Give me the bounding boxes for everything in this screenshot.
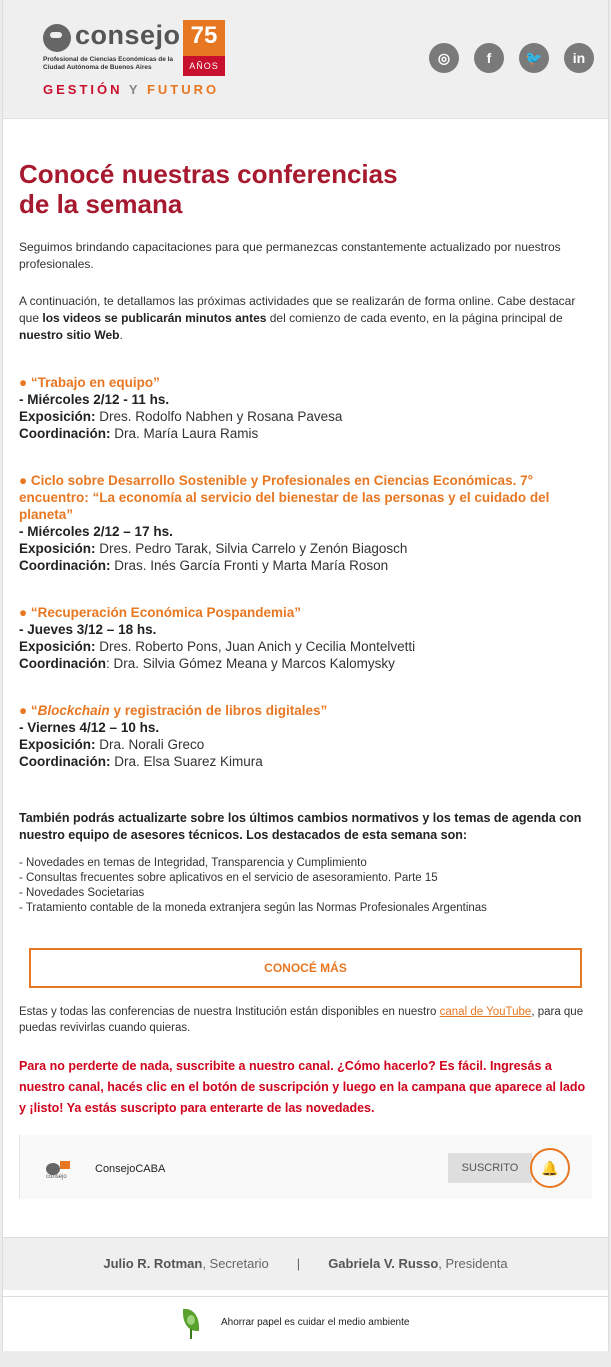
tagline-futuro: FUTURO: [146, 82, 220, 97]
linkedin-icon[interactable]: in: [564, 43, 594, 73]
event-date-text: - Jueves 3/12 – 18 hs.: [19, 622, 157, 637]
exp-label: Exposición:: [19, 639, 96, 654]
yt-text-a: Estas y todas las conferencias de nuestra Institución están disponibles en nuestro: [19, 1006, 440, 1018]
instagram-icon[interactable]: ◎: [429, 43, 459, 73]
exp-value: Dres. Rodolfo Nabhen y Rosana Pavesa: [95, 409, 343, 424]
coord-label: Coordinación:: [19, 754, 111, 769]
header: [3, 0, 608, 119]
event-date-text: - Miércoles 2/12 - 11 hs.: [19, 392, 170, 407]
exp-label: Exposición:: [19, 541, 96, 556]
coord-label: Coordinación:: [19, 558, 111, 573]
event-exposition: [19, 736, 592, 753]
event-date: [19, 621, 592, 638]
exp-value: Dres. Roberto Pons, Juan Anich y Cecilia Montelvetti: [95, 639, 416, 654]
event-exposition: [19, 540, 592, 557]
conoce-mas-button[interactable]: CONOCÉ MÁS: [29, 948, 582, 988]
title-pre: ● “: [19, 703, 38, 718]
event-coordination: [19, 557, 592, 574]
event-date: [19, 719, 592, 736]
signer-1-name: Julio R. Rotman: [103, 1256, 203, 1271]
list-item: - Tratamiento contable de la moneda extranjera según las Normas Profesionales Argentinas: [19, 902, 487, 914]
leaf-icon: [181, 1309, 201, 1339]
agenda-list: [19, 856, 592, 916]
event-date: [19, 391, 592, 408]
facebook-icon[interactable]: f: [474, 43, 504, 73]
logo-word: consejo: [75, 20, 181, 50]
coord-value: Dra. María Laura Ramis: [110, 426, 259, 441]
exp-value: Dres. Pedro Tarak, Silvia Carrelo y Zenón Biagosch: [95, 541, 408, 556]
intro-paragraph-1: Seguimos brindando capacitaciones para que permanezcas constantemente actualizado por nuestros profesionales.: [19, 240, 561, 271]
list-item: - Novedades en temas de Integridad, Transparencia y Cumplimiento: [19, 857, 367, 869]
eco-footer: [3, 1296, 608, 1351]
title-line-1: Conocé nuestras conferencias: [19, 159, 398, 189]
exp-label: Exposición:: [19, 409, 96, 424]
signature-bar: [3, 1237, 608, 1290]
event-coordination: [19, 655, 592, 672]
coord-value: Dras. Inés García Fronti y Marta María Roson: [110, 558, 389, 573]
event-exposition: [19, 408, 592, 425]
bell-icon[interactable]: 🔔: [530, 1148, 570, 1188]
tagline-gestion: GESTIÓN: [43, 82, 123, 97]
signer-2-role: , Presidenta: [438, 1256, 508, 1271]
exp-label: Exposición:: [19, 737, 96, 752]
event-coordination: [19, 753, 592, 770]
youtube-channel-link[interactable]: canal de YouTube: [439, 1006, 532, 1018]
event-title: ● Ciclo sobre Desarrollo Sostenible y Profesionales en Ciencias Económicas. 7° encuentro: “La economía al servicio del bienestar de las personas y el cuidado del planeta”: [19, 473, 550, 522]
event-2: [19, 472, 592, 574]
page-title: [19, 159, 439, 219]
coord-label: Coordinación: [19, 656, 106, 671]
event-date-text: - Miércoles 2/12 – 17 hs.: [19, 524, 173, 539]
coord-value: : Dra. Silvia Gómez Meana y Marcos Kalomysky: [106, 656, 395, 671]
logo-subtitle: Profesional de Ciencias Económicas de la Ciudad Autónoma de Buenos Aires: [43, 56, 174, 71]
coord-value: Dra. Elsa Suarez Kimura: [110, 754, 263, 769]
twitter-icon[interactable]: 🐦: [519, 43, 549, 73]
intro2-c: del comienzo de cada evento, en la página principal de: [266, 311, 563, 325]
yt-text-b: , para que puedas revivirlas cuando quieras.: [19, 1006, 584, 1034]
subscribe-instructions: Para no perderte de nada, suscribite a nuestro canal. ¿Cómo hacerlo? Es fácil. Ingresás a nuestro canal, hacés clic en el botón de suscripción y luego en la campana que aparece al lado y ¡listo! Ya estás suscripto para enterarte de las novedades.: [19, 1059, 586, 1115]
title-post: y registración de libros digitales”: [109, 703, 328, 718]
tagline-y: Y: [128, 82, 141, 97]
channel-logo-icon: [46, 1157, 76, 1179]
channel-name: ConsejoCABA: [95, 1163, 166, 1175]
event-title: [19, 702, 592, 719]
event-date-text: - Viernes 4/12 – 10 hs.: [19, 720, 160, 735]
list-item: - Novedades Societarias: [19, 887, 145, 899]
intro2-website: nuestro sitio Web: [19, 328, 120, 342]
event-4: [19, 702, 592, 770]
social-links: [429, 43, 594, 73]
badge-number: 75: [190, 22, 218, 49]
intro2-e: .: [119, 328, 123, 342]
event-date: [19, 523, 592, 540]
subscribed-button[interactable]: SUSCRITO: [448, 1153, 532, 1183]
email-frame: [2, 0, 609, 1351]
event-title: ● “Trabajo en equipo”: [19, 375, 160, 390]
event-1: [19, 374, 592, 442]
badge-text: AÑOS: [183, 56, 225, 76]
event-3: [19, 604, 592, 672]
signer-2-name: Gabriela V. Russo: [328, 1256, 439, 1271]
list-item: - Consultas frecuentes sobre aplicativos en el servicio de asesoramiento. Parte 15: [19, 872, 438, 884]
youtube-paragraph: [19, 1004, 592, 1036]
title-line-2: de la semana: [19, 189, 183, 219]
youtube-subscribe-preview: [19, 1135, 592, 1199]
intro2-a: A continuación, te detallamos las próximas actividades que se realizarán de forma online. Cabe destacar que: [19, 294, 576, 325]
anniversary-badge: [183, 20, 225, 76]
eco-message: Ahorrar papel es cuidar el medio ambiente: [221, 1317, 410, 1328]
coord-label: Coordinación:: [19, 426, 111, 441]
main-content: [3, 119, 608, 1199]
signer-1-role: , Secretario: [202, 1256, 269, 1271]
channel-logo-text: consejo: [46, 1174, 67, 1180]
event-title: ● “Recuperación Económica Pospandemia”: [19, 605, 301, 620]
intro2-bold: los videos se publicarán minutos antes: [42, 311, 267, 325]
title-italic: Blockchain: [37, 703, 110, 718]
intro-paragraph-2: [19, 293, 592, 344]
agenda-intro: También podrás actualizarte sobre los últimos cambios normativos y los temas de agenda con nuestro equipo de asesores técnicos. Los destacados de esta semana son:: [19, 811, 582, 842]
exp-value: Dra. Norali Greco: [95, 737, 205, 752]
event-exposition: [19, 638, 592, 655]
event-coordination: [19, 425, 592, 442]
signature-separator: |: [296, 1256, 301, 1271]
tagline: [43, 82, 219, 97]
consejo-logo-icon: [43, 24, 71, 52]
